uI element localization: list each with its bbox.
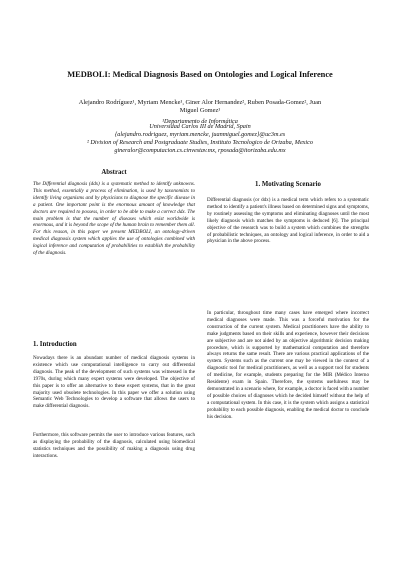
- introduction-heading: 1. Introduction: [33, 341, 77, 348]
- motivating-scenario-heading: 1. Motivating Scenario: [255, 181, 321, 188]
- author-list: [20, 99, 380, 115]
- paper-title: MEDBOLI: Medical Diagnosis Based on Ontologies and Logical Inference: [67, 70, 333, 79]
- author-line: Miguel Gomez¹: [179, 107, 221, 114]
- abstract-heading: Abstract: [101, 169, 127, 176]
- affiliation-1-university: Universidad Carlos III de Madrid, Spain: [149, 123, 251, 130]
- author-emails-1: {alejandro.rodriguez, myriam.mencke, juanmiguel.gomez}@uc3m.es: [114, 131, 286, 138]
- author-line: Alejandro Rodríguez¹, Myriam Mencke¹, Giner Alor Hernandez², Ruben Posada-Gomez², Juan: [78, 99, 322, 106]
- introduction-paragraph: Furthermore, this software permits the user to introduce various features, such as displaying the probability of the diagnosis, calculated using biomedical statistics techniques and the possibility of making a diagnosis using drug interactions.: [33, 432, 195, 459]
- affiliation-department: ¹Departamento de Informática: [162, 118, 238, 125]
- affiliation-2: ² Division of Research and Postgraduate Studies, Instituto Tecnologico de Orizaba, Mexico: [86, 139, 313, 146]
- abstract-text: The Differential diagnosis (ddx) is a systematic method to identify unknowns. This method, essentially a process of elimination, is used by taxonomists to identify living organisms and by physicians to diagnose the specific disease in a patient. One important point is the enormous amount of knowledge that doctors are required to possess, in order to be able to make a correct ddx. The main problem is that the number of diseases which exist worldwide is enormous, and it is beyond the scope of the human brain to remember them all. For this reason, in this paper we present MEDBOLI, an ontology-driven medical diagnosis system which applies the use of ontologies combined with logical inference and computation of probabilities to establish the probability of the diagnosis.: [33, 181, 195, 257]
- motivating-paragraph: In particular, throughout time many cases have emerged where incorrect medical diagnoses were made. This was a forceful motivation for the construction of the current system. Medical practitioners have the ability to make judgments based on their skills and experience, however their decisions are subjective and are not aided by an objective algorithmic decision making procedure, which is supported by mathematical computation and therefore always returns the same result. There are various practical applications of the system. Systems such as the current one may be viewed in the context of a diagnostic tool for medical practitioners, as well as a support tool for students of medicine, for example, students preparing for the MIR (Médico Interno Residente) exam in Spain. Therefore, the systems usefulness may be demonstrated in a scenario where, for example, a doctor is faced with a number of possible choices of diagnoses which he decided himself without the help of a computational system. In this case, it is the system which assigns a statistical probability to each possible diagnosis, enabling the medical doctor to conclude his decision.: [207, 310, 369, 420]
- introduction-paragraph: Nowadays there is an abundant number of medical diagnosis systems in existence which use computational intelligence to carry out differential diagnosis. The peak of the development of such systems was witnessed in the 1970s, during which many expert systems were developed. The objective of this paper is to offer an alternative to these expert systems, that in the great majority used obsolete technologies. In this paper we offer a solution using Semantic Web Technologies to develop a software that allows the users to make differential diagnosis.: [33, 355, 195, 410]
- motivating-paragraph: Differential diagnosis (or ddx) is a medical term which refers to a systematic method to identify a patient's illness based on determined signs and symptoms, by routinely assessing the symptoms and eliminating diagnoses until the most likely diagnosis which matches the symptoms is deduced [6]. The principal objective of the research was to build a system which combines the strengths of probabilistic techniques, an ontology and logical inference, in order to aid a physician in the above process.: [207, 197, 369, 245]
- author-emails-2: gineralor@computacion.cs.cinvestav.mx, rposada@itorizaba.edu.mx: [114, 147, 286, 154]
